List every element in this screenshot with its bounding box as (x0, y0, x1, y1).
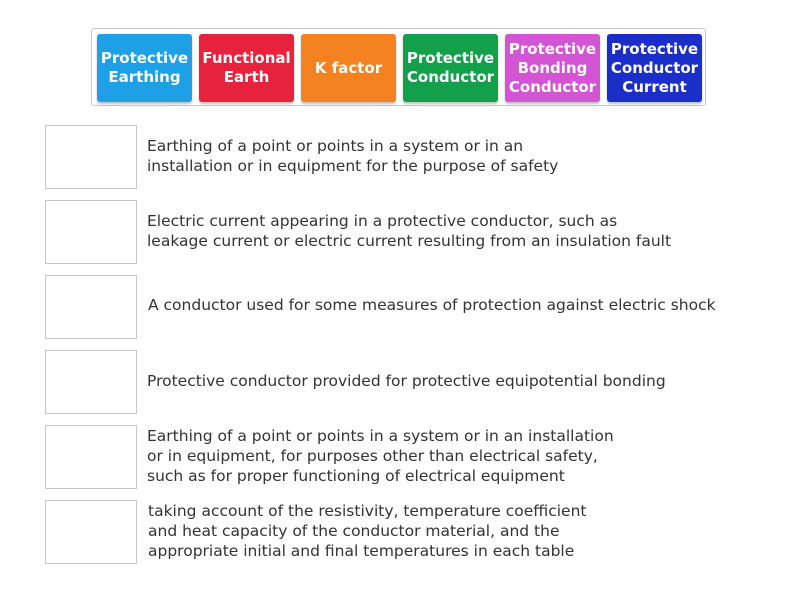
drop-slot-2[interactable] (45, 200, 137, 264)
definition-3: A conductor used for some measures of protection against electric shock (148, 296, 716, 314)
definition-2: Electric current appearing in a protective conductor, such as leakage current or electric current resulting from an insulation fault (147, 212, 672, 250)
tile-protective-bonding-conductor[interactable]: Protective Bonding Conductor (505, 34, 600, 102)
definition-5: Earthing of a point or points in a system or in an installation or in equipment, for purposes other than electrical safety, such as for proper functioning of electrical equipment (147, 427, 614, 485)
definition-4: Protective conductor provided for protective equipotential bonding (147, 372, 666, 390)
drop-slot-5[interactable] (45, 425, 137, 489)
tile-k-factor[interactable]: K factor (301, 34, 396, 102)
definition-1: Earthing of a point or points in a system or in an installation or in equipment for the purpose of safety (147, 137, 559, 175)
tile-protective-conductor-current[interactable]: Protective Conductor Current (607, 34, 702, 102)
tile-protective-earthing[interactable]: Protective Earthing (97, 34, 192, 102)
drop-slot-3[interactable] (45, 275, 137, 339)
tile-protective-conductor[interactable]: Protective Conductor (403, 34, 498, 102)
drop-slot-4[interactable] (45, 350, 137, 414)
drop-slot-6[interactable] (45, 500, 137, 564)
definition-6: taking account of the resistivity, temperature coefficient and heat capacity of the conductor material, and the appropriate initial and final temperatures in each table (148, 502, 587, 560)
tile-functional-earth[interactable]: Functional Earth (199, 34, 294, 102)
drop-slot-1[interactable] (45, 125, 137, 189)
answer-tray (91, 28, 706, 106)
